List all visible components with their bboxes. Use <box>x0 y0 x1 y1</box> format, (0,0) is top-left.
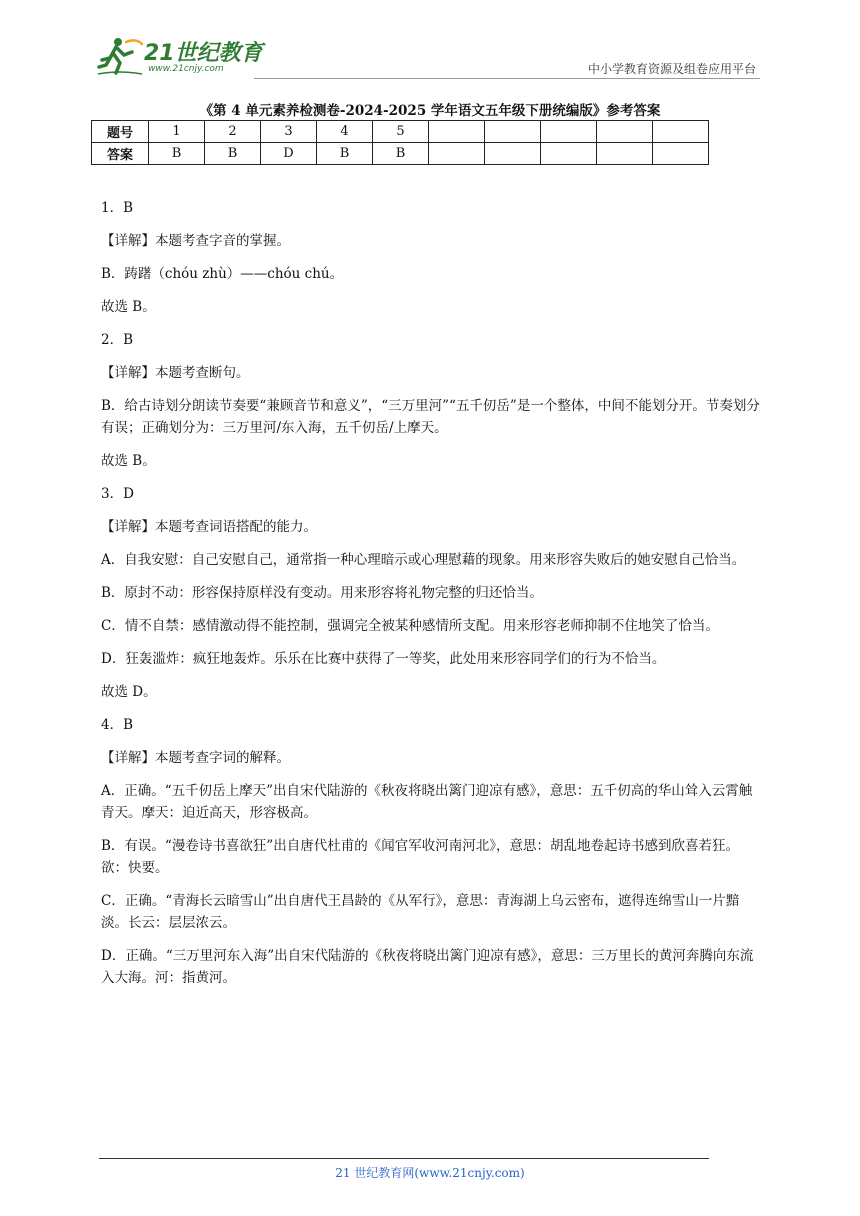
answer-explanations <box>101 197 765 1000</box>
table-cell: 1 <box>149 121 205 143</box>
table-cell <box>653 143 709 165</box>
question-number: 2．B <box>101 332 134 348</box>
explanation-line: 【详解】本题考查词语搭配的能力。 <box>101 519 317 535</box>
table-cell <box>541 121 597 143</box>
table-cell: B <box>205 143 261 165</box>
answer-line: 故选 B。 <box>101 299 156 315</box>
explanation-line: B．给古诗划分朗读节奏要“兼顾音节和意义”，“三万里河”“五千仞岳”是一个整体，中间不能划分开。节奏划分有误；正确划分为：三万里河/东入海，五千仞岳/上摩天。 <box>101 398 760 436</box>
question-number: 4．B <box>101 717 134 733</box>
table-cell: B <box>317 143 373 165</box>
table-cell: 5 <box>373 121 429 143</box>
explanation-line: 【详解】本题考查字词的解释。 <box>101 750 290 766</box>
platform-name: 中小学教育资源及组卷应用平台 <box>587 62 756 76</box>
explanation-line: D．正确。“三万里河东入海”出自宋代陆游的《秋夜将晓出篱门迎凉有感》，意思：三万里长的黄河奔腾向东流入大海。河：指黄河。 <box>101 948 754 986</box>
row-label-answer: 答案 <box>92 143 149 165</box>
row-label-number: 题号 <box>92 121 149 143</box>
explanation-line: 【详解】本题考查断句。 <box>101 365 250 381</box>
explanation-line: D．狂轰滥炸：疯狂地轰炸。乐乐在比赛中获得了一等奖，此处用来形容同学们的行为不恰当。 <box>101 651 666 667</box>
site-logo[interactable] <box>96 34 276 78</box>
runner-logo-icon <box>96 36 144 76</box>
answer-line: 故选 B。 <box>101 453 156 469</box>
table-cell <box>653 121 709 143</box>
table-cell <box>485 143 541 165</box>
page-header <box>96 34 760 82</box>
table-row-answers <box>92 143 709 165</box>
table-cell <box>485 121 541 143</box>
table-cell: D <box>261 143 317 165</box>
table-cell: B <box>373 143 429 165</box>
answer-table <box>91 120 709 165</box>
answer-line: 故选 D。 <box>101 684 157 700</box>
explanation-line: A．正确。“五千仞岳上摩天”出自宋代陆游的《秋夜将晓出篱门迎凉有感》，意思：五千仞高的华山耸入云霄触青天。摩天：迫近高天，形容极高。 <box>101 783 753 821</box>
table-cell: B <box>149 143 205 165</box>
table-cell <box>429 143 485 165</box>
table-row-numbers <box>92 121 709 143</box>
header-divider <box>254 78 760 79</box>
question-number: 1．B <box>101 200 134 216</box>
explanation-line: B．踌躇（chóu zhù）——chóu chú。 <box>101 266 344 282</box>
table-cell <box>429 121 485 143</box>
document-title: 《第 4 单元素养检测卷-2024-2025 学年语文五年级下册统编版》参考答案 <box>199 103 661 119</box>
explanation-line: C．正确。“青海长云暗雪山”出自唐代王昌龄的《从军行》，意思：青海湖上乌云密布，遮得连绵雪山一片黯淡。长云：层层浓云。 <box>101 893 740 931</box>
question-number: 3．D <box>101 486 134 502</box>
logo-text: 21世纪教育 <box>144 41 263 66</box>
footer-divider <box>99 1158 709 1159</box>
table-cell <box>597 143 653 165</box>
table-cell <box>541 143 597 165</box>
explanation-line: C．情不自禁：感情激动得不能控制，强调完全被某种感情所支配。用来形容老师抑制不住地笑了恰当。 <box>101 618 719 634</box>
explanation-line: B．原封不动：形容保持原样没有变动。用来形容将礼物完整的归还恰当。 <box>101 585 543 601</box>
table-cell: 3 <box>261 121 317 143</box>
table-cell: 2 <box>205 121 261 143</box>
explanation-line: B．有误。“漫卷诗书喜欲狂”出自唐代杜甫的《闻官军收河南河北》，意思：胡乱地卷起诗书感到欣喜若狂。欲：快要。 <box>101 838 739 876</box>
explanation-line: 【详解】本题考查字音的掌握。 <box>101 233 290 249</box>
logo-url: www.21cnjy.com <box>148 64 224 74</box>
footer-link[interactable]: 21 世纪教育网(www.21cnjy.com) <box>335 1166 525 1180</box>
explanation-line: A．自我安慰：自己安慰自己，通常指一种心理暗示或心理慰藉的现象。用来形容失败后的她安慰自己恰当。 <box>101 552 746 568</box>
table-cell <box>597 121 653 143</box>
table-cell: 4 <box>317 121 373 143</box>
